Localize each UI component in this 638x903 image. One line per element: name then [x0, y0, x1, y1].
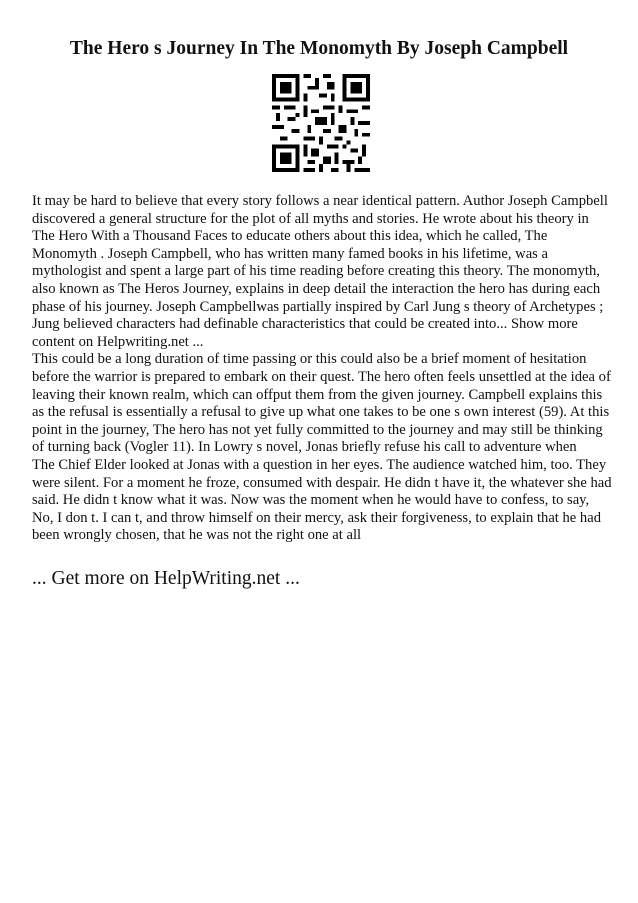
paragraph-quote: The Chief Elder looked at Jonas with a question in her eyes. The audience watched him, too. They were silent. For a moment he froze, consumed with despair. He didn t have it, the whatever she had said. He didn t know what it was. Now was the moment when he would have to confess, to say, No, I don t. I can t, and throw himself on their mercy, ask their forgiveness, to explain that he had been wrongly chosen, that he was not the right one at all — [32, 456, 612, 544]
qr-code-icon[interactable] — [272, 74, 370, 172]
article-body — [32, 193, 612, 545]
paragraph-refusal: This could be a long duration of time passing or this could also be a brief moment of hesitation before the warrior is prepared to embark on their quest. The hero often feels unsettled at the idea of leaving their known realm, which can offput them from the given journey. Campbell explains this as the refusal is essentially a refusal to give up what one takes to be one s own interest (59). At this point in the journey, The hero has not yet fully committed to the journey and may still be thinking of turning back (Vogler 11). In Lowry s novel, Jonas briefly refuse his call to adventure when — [32, 351, 611, 456]
document-title: The Hero s Journey In The Monomyth By Joseph Campbell — [69, 38, 569, 59]
get-more-link[interactable]: ... Get more on HelpWriting.net ... — [32, 568, 300, 589]
paragraph-intro: It may be hard to believe that every story follows a near identical pattern. Author Joseph Campbell discovered a general structure for the plot of all myths and stories. He wrote about his theory in The Hero With a Thousand Faces to educate others about this idea, which he called, The Monomyth . Joseph Campbell, who has written many famed books in his lifetime, was a mythologist and spent a large part of his time reading before creating this theory. The monomyth, also known as The Heros Journey, explains in deep detail the interaction the hero has during each phase of his journey. Joseph Campbellwas partially inspired by Carl Jung s theory of Archetypes ; Jung believed characters had definable characteristics that could be created into... Show more content on Helpwriting.net ... — [32, 193, 608, 350]
